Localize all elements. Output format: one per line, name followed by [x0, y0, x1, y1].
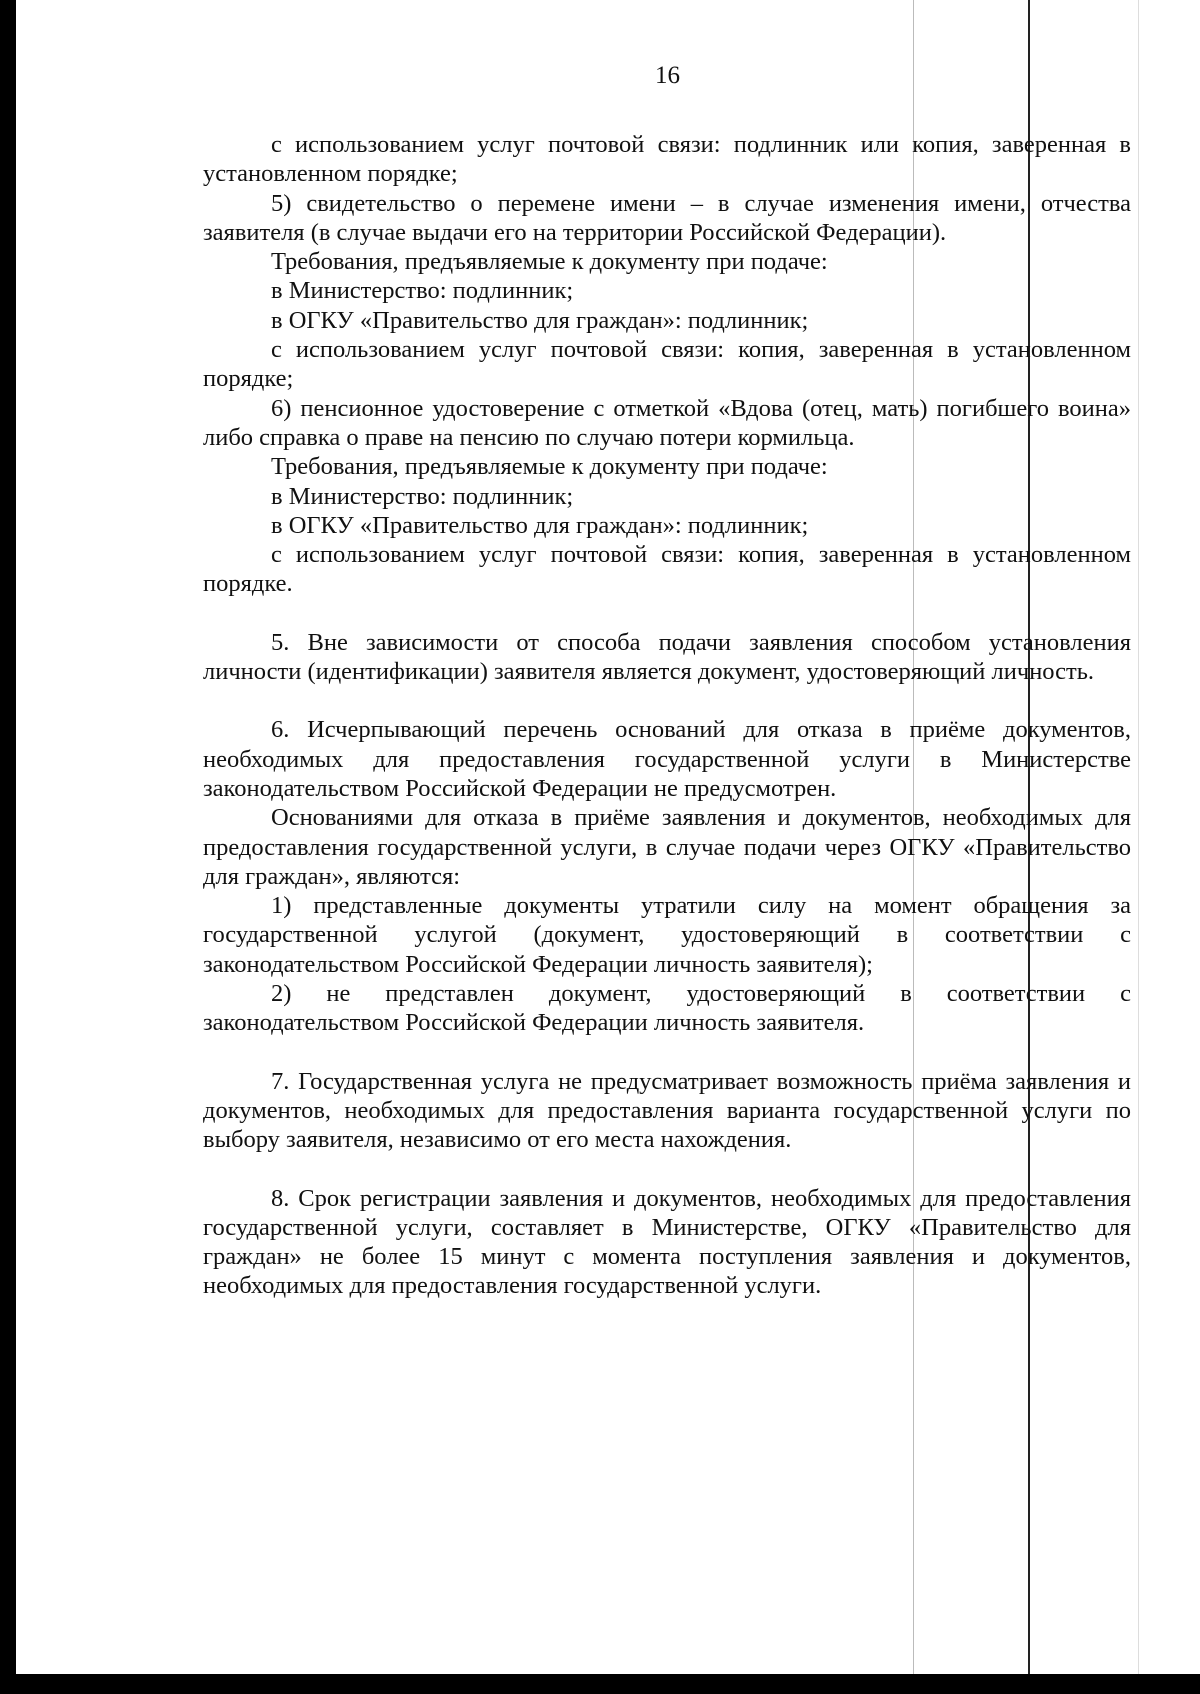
paragraph-gap	[203, 686, 1131, 715]
paragraph: в Министерство: подлинник;	[271, 277, 574, 305]
paragraph: 2) не представлен документ, удостоверяющий в соответствии с законодательством Российской Федерации личность заявителя.	[203, 980, 1131, 1037]
paragraph: 1) представленные документы утратили силу на момент обращения за государственной услугой (документ, удостоверяющий в соответствии с законодательством Российской Федерации личность заявителя);	[203, 892, 1131, 978]
paragraph: в Министерство: подлинник;	[271, 482, 574, 510]
paragraph-gap	[203, 1155, 1131, 1184]
document-body	[203, 130, 1131, 1301]
page-number: 16	[655, 62, 680, 89]
paragraph: 5) свидетельство о перемене имени – в случае изменения имени, отчества заявителя (в случае выдачи его на территории Российской Федерации).	[203, 189, 1131, 246]
paragraph: 7. Государственная услуга не предусматривает возможность приёма заявления и документов, необходимых для предоставления варианта государственной услуги по выбору заявителя, независимо от его места нахождения.	[203, 1067, 1131, 1154]
paragraph: Основаниями для отказа в приёме заявления и документов, необходимых для предоставления государственной услуги, в случае подачи через ОГКУ «Правительство для граждан», являются:	[203, 804, 1131, 890]
paragraph-gap	[203, 599, 1131, 628]
paragraph: 8. Срок регистрации заявления и документов, необходимых для предоставления государственной услуги, составляет в Министерстве, ОГКУ «Правительство для граждан» не более 15 минут с момента поступления заявления и документов, необходимых для предоставления государственной услуги.	[203, 1184, 1131, 1300]
scan-fold-line	[1138, 0, 1139, 1674]
paragraph: с использованием услуг почтовой связи: подлинник или копия, заверенная в установленном порядке;	[203, 131, 1131, 188]
paragraph: в ОГКУ «Правительство для граждан»: подлинник;	[271, 511, 809, 539]
paragraph: 5. Вне зависимости от способа подачи заявления способом установления личности (идентификации) заявителя является документ, удостоверяющий личность.	[203, 628, 1131, 686]
paragraph-gap	[203, 1038, 1131, 1067]
paragraph: с использованием услуг почтовой связи: копия, заверенная в установленном порядке;	[203, 336, 1131, 393]
scan-bottom-edge	[0, 1674, 1200, 1694]
paragraph: Требования, предъявляемые к документу при подаче:	[271, 453, 828, 481]
paragraph: Требования, предъявляемые к документу при подаче:	[271, 248, 828, 276]
scan-left-edge	[0, 0, 16, 1694]
paragraph: с использованием услуг почтовой связи: копия, заверенная в установленном порядке.	[203, 541, 1131, 598]
paragraph: 6. Исчерпывающий перечень оснований для отказа в приёме документов, необходимых для предоставления государственной услуги в Министерстве законодательством Российской Федерации не предусмотрен.	[203, 716, 1131, 802]
paragraph: 6) пенсионное удостоверение с отметкой «Вдова (отец, мать) погибшего воина» либо справка о праве на пенсию по случаю потери кормильца.	[203, 394, 1131, 451]
paragraph: в ОГКУ «Правительство для граждан»: подлинник;	[271, 306, 809, 334]
